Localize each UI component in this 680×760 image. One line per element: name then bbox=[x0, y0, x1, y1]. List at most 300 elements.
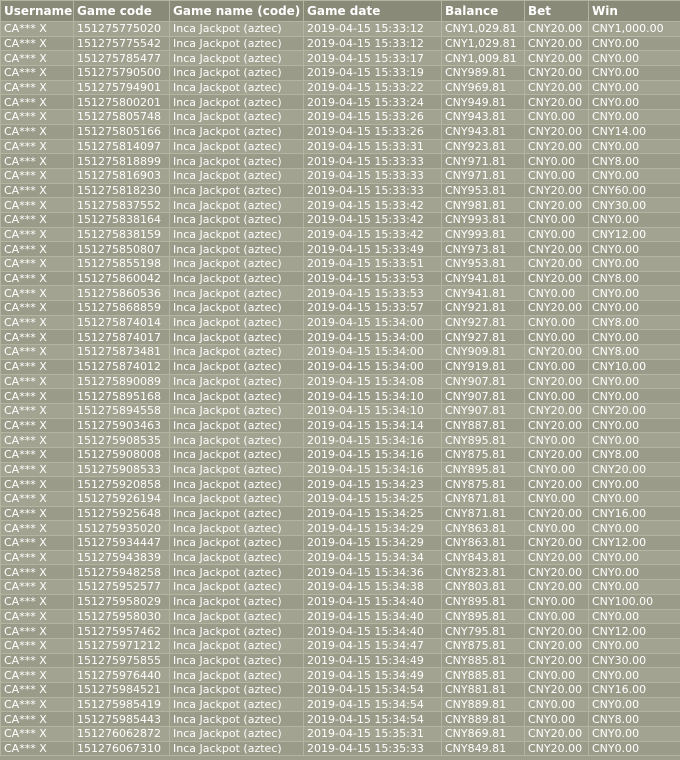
cell-bet: CNY20.00 bbox=[525, 183, 589, 198]
cell-win: CNY0.00 bbox=[589, 668, 680, 683]
cell-bet: CNY20.00 bbox=[525, 242, 589, 257]
cell-bet: CNY20.00 bbox=[525, 682, 589, 697]
cell-balance: CNY907.81 bbox=[442, 389, 525, 404]
cell-win: CNY0.00 bbox=[589, 565, 680, 580]
cell-bet: CNY0.00 bbox=[525, 668, 589, 683]
cell-win: CNY0.00 bbox=[589, 492, 680, 507]
cell-game-name: Inca Jackpot (aztec) bbox=[170, 80, 304, 95]
cell-game-code: 151275818899 bbox=[74, 154, 170, 169]
cell-game-code: 151275985419 bbox=[74, 697, 170, 712]
cell-balance: CNY943.81 bbox=[442, 124, 525, 139]
cell-username: CA*** X bbox=[1, 741, 74, 756]
cell-game-code: 151275976440 bbox=[74, 668, 170, 683]
table-row bbox=[1, 521, 680, 536]
cell-game-name: Inca Jackpot (aztec) bbox=[170, 345, 304, 360]
cell-game-date: 2019-04-15 15:34:00 bbox=[304, 315, 442, 330]
cell-balance: CNY849.81 bbox=[442, 741, 525, 756]
cell-game-name: Inca Jackpot (aztec) bbox=[170, 418, 304, 433]
table-row bbox=[1, 638, 680, 653]
cell-game-name: Inca Jackpot (aztec) bbox=[170, 565, 304, 580]
table-row bbox=[1, 198, 680, 213]
cell-bet: CNY0.00 bbox=[525, 521, 589, 536]
cell-username: CA*** X bbox=[1, 609, 74, 624]
table-row bbox=[1, 697, 680, 712]
cell-game-date: 2019-04-15 15:34:40 bbox=[304, 594, 442, 609]
cell-game-date: 2019-04-15 15:33:53 bbox=[304, 286, 442, 301]
cell-game-code: 151275860042 bbox=[74, 271, 170, 286]
cell-game-date: 2019-04-15 15:34:23 bbox=[304, 477, 442, 492]
cell-win: CNY0.00 bbox=[589, 374, 680, 389]
cell-game-name: Inca Jackpot (aztec) bbox=[170, 712, 304, 727]
cell-game-name: Inca Jackpot (aztec) bbox=[170, 477, 304, 492]
cell-game-code: 151275985443 bbox=[74, 712, 170, 727]
cell-win: CNY0.00 bbox=[589, 550, 680, 565]
table-row bbox=[1, 154, 680, 169]
table-row bbox=[1, 257, 680, 272]
header-username[interactable]: Username bbox=[1, 1, 74, 22]
cell-game-date: 2019-04-15 15:34:49 bbox=[304, 653, 442, 668]
cell-win: CNY0.00 bbox=[589, 477, 680, 492]
table-row bbox=[1, 418, 680, 433]
cell-game-date: 2019-04-15 15:34:16 bbox=[304, 462, 442, 477]
cell-username: CA*** X bbox=[1, 227, 74, 242]
cell-game-name: Inca Jackpot (aztec) bbox=[170, 359, 304, 374]
cell-game-code: 151275935020 bbox=[74, 521, 170, 536]
cell-win: CNY20.00 bbox=[589, 462, 680, 477]
cell-balance: CNY973.81 bbox=[442, 242, 525, 257]
cell-username: CA*** X bbox=[1, 668, 74, 683]
cell-win: CNY100.00 bbox=[589, 594, 680, 609]
cell-username: CA*** X bbox=[1, 697, 74, 712]
cell-win: CNY8.00 bbox=[589, 271, 680, 286]
cell-bet: CNY0.00 bbox=[525, 168, 589, 183]
cell-game-code: 151275860536 bbox=[74, 286, 170, 301]
cell-bet: CNY20.00 bbox=[525, 727, 589, 742]
cell-game-name: Inca Jackpot (aztec) bbox=[170, 315, 304, 330]
cell-username: CA*** X bbox=[1, 624, 74, 639]
cell-win: CNY12.00 bbox=[589, 227, 680, 242]
cell-username: CA*** X bbox=[1, 183, 74, 198]
cell-balance: CNY881.81 bbox=[442, 682, 525, 697]
cell-game-date: 2019-04-15 15:33:53 bbox=[304, 271, 442, 286]
cell-game-code: 151276067310 bbox=[74, 741, 170, 756]
cell-username: CA*** X bbox=[1, 212, 74, 227]
cell-win: CNY0.00 bbox=[589, 301, 680, 316]
cell-game-date: 2019-04-15 15:34:47 bbox=[304, 638, 442, 653]
cell-game-name: Inca Jackpot (aztec) bbox=[170, 286, 304, 301]
cell-bet: CNY0.00 bbox=[525, 330, 589, 345]
header-bet[interactable]: Bet bbox=[525, 1, 589, 22]
cell-bet: CNY20.00 bbox=[525, 565, 589, 580]
cell-username: CA*** X bbox=[1, 712, 74, 727]
table-row bbox=[1, 389, 680, 404]
cell-game-name: Inca Jackpot (aztec) bbox=[170, 403, 304, 418]
cell-balance: CNY823.81 bbox=[442, 565, 525, 580]
cell-game-name: Inca Jackpot (aztec) bbox=[170, 198, 304, 213]
table-row bbox=[1, 301, 680, 316]
table-row bbox=[1, 668, 680, 683]
cell-win: CNY0.00 bbox=[589, 66, 680, 81]
cell-username: CA*** X bbox=[1, 389, 74, 404]
cell-bet: CNY0.00 bbox=[525, 697, 589, 712]
cell-balance: CNY863.81 bbox=[442, 521, 525, 536]
cell-game-date: 2019-04-15 15:34:10 bbox=[304, 403, 442, 418]
cell-bet: CNY20.00 bbox=[525, 139, 589, 154]
cell-win: CNY10.00 bbox=[589, 359, 680, 374]
cell-bet: CNY0.00 bbox=[525, 286, 589, 301]
cell-game-code: 151275958029 bbox=[74, 594, 170, 609]
cell-game-name: Inca Jackpot (aztec) bbox=[170, 95, 304, 110]
table-row bbox=[1, 139, 680, 154]
cell-bet: CNY0.00 bbox=[525, 359, 589, 374]
table-row bbox=[1, 682, 680, 697]
cell-game-name: Inca Jackpot (aztec) bbox=[170, 550, 304, 565]
cell-balance: CNY869.81 bbox=[442, 727, 525, 742]
cell-game-date: 2019-04-15 15:34:00 bbox=[304, 330, 442, 345]
cell-win: CNY8.00 bbox=[589, 345, 680, 360]
cell-game-code: 151275926194 bbox=[74, 492, 170, 507]
cell-game-date: 2019-04-15 15:35:33 bbox=[304, 741, 442, 756]
cell-game-code: 151275800201 bbox=[74, 95, 170, 110]
cell-balance: CNY875.81 bbox=[442, 477, 525, 492]
cell-game-date: 2019-04-15 15:33:42 bbox=[304, 198, 442, 213]
cell-bet: CNY20.00 bbox=[525, 653, 589, 668]
cell-win: CNY1,000.00 bbox=[589, 22, 680, 37]
cell-game-code: 151275890089 bbox=[74, 374, 170, 389]
cell-game-code: 151275794901 bbox=[74, 80, 170, 95]
cell-game-code: 151275958030 bbox=[74, 609, 170, 624]
cell-username: CA*** X bbox=[1, 66, 74, 81]
cell-balance: CNY875.81 bbox=[442, 447, 525, 462]
cell-game-code: 151275816903 bbox=[74, 168, 170, 183]
cell-balance: CNY921.81 bbox=[442, 301, 525, 316]
cell-username: CA*** X bbox=[1, 154, 74, 169]
cell-balance: CNY843.81 bbox=[442, 550, 525, 565]
cell-bet: CNY20.00 bbox=[525, 536, 589, 551]
table-row bbox=[1, 315, 680, 330]
cell-username: CA*** X bbox=[1, 565, 74, 580]
cell-username: CA*** X bbox=[1, 550, 74, 565]
cell-bet: CNY0.00 bbox=[525, 712, 589, 727]
cell-username: CA*** X bbox=[1, 462, 74, 477]
cell-bet: CNY0.00 bbox=[525, 492, 589, 507]
cell-balance: CNY885.81 bbox=[442, 668, 525, 683]
cell-game-name: Inca Jackpot (aztec) bbox=[170, 624, 304, 639]
cell-game-code: 151275855198 bbox=[74, 257, 170, 272]
cell-bet: CNY20.00 bbox=[525, 580, 589, 595]
cell-bet: CNY20.00 bbox=[525, 403, 589, 418]
cell-username: CA*** X bbox=[1, 682, 74, 697]
cell-bet: CNY20.00 bbox=[525, 550, 589, 565]
cell-username: CA*** X bbox=[1, 110, 74, 125]
cell-win: CNY0.00 bbox=[589, 257, 680, 272]
cell-game-code: 151275805166 bbox=[74, 124, 170, 139]
cell-game-code: 151275873481 bbox=[74, 345, 170, 360]
table-header-row bbox=[1, 1, 680, 22]
cell-username: CA*** X bbox=[1, 286, 74, 301]
table-row bbox=[1, 66, 680, 81]
table-row bbox=[1, 212, 680, 227]
cell-win: CNY0.00 bbox=[589, 697, 680, 712]
table-row bbox=[1, 374, 680, 389]
cell-bet: CNY0.00 bbox=[525, 212, 589, 227]
cell-username: CA*** X bbox=[1, 271, 74, 286]
cell-username: CA*** X bbox=[1, 95, 74, 110]
cell-game-name: Inca Jackpot (aztec) bbox=[170, 301, 304, 316]
table-row bbox=[1, 727, 680, 742]
cell-balance: CNY889.81 bbox=[442, 697, 525, 712]
cell-username: CA*** X bbox=[1, 301, 74, 316]
cell-game-code: 151275838164 bbox=[74, 212, 170, 227]
cell-balance: CNY803.81 bbox=[442, 580, 525, 595]
cell-balance: CNY875.81 bbox=[442, 638, 525, 653]
table-row bbox=[1, 477, 680, 492]
cell-balance: CNY1,029.81 bbox=[442, 22, 525, 37]
cell-username: CA*** X bbox=[1, 22, 74, 37]
cell-game-name: Inca Jackpot (aztec) bbox=[170, 183, 304, 198]
cell-balance: CNY885.81 bbox=[442, 653, 525, 668]
cell-game-name: Inca Jackpot (aztec) bbox=[170, 594, 304, 609]
cell-game-name: Inca Jackpot (aztec) bbox=[170, 462, 304, 477]
header-game-code[interactable]: Game code bbox=[74, 1, 170, 22]
table-row bbox=[1, 462, 680, 477]
cell-game-date: 2019-04-15 15:33:49 bbox=[304, 242, 442, 257]
cell-balance: CNY871.81 bbox=[442, 506, 525, 521]
cell-username: CA*** X bbox=[1, 124, 74, 139]
header-balance[interactable]: Balance bbox=[442, 1, 525, 22]
cell-win: CNY8.00 bbox=[589, 154, 680, 169]
cell-win: CNY0.00 bbox=[589, 242, 680, 257]
cell-game-date: 2019-04-15 15:33:24 bbox=[304, 95, 442, 110]
cell-username: CA*** X bbox=[1, 506, 74, 521]
cell-game-code: 151275790500 bbox=[74, 66, 170, 81]
cell-username: CA*** X bbox=[1, 36, 74, 51]
cell-bet: CNY20.00 bbox=[525, 638, 589, 653]
cell-win: CNY0.00 bbox=[589, 638, 680, 653]
cell-game-date: 2019-04-15 15:34:29 bbox=[304, 521, 442, 536]
cell-win: CNY0.00 bbox=[589, 80, 680, 95]
cell-bet: CNY20.00 bbox=[525, 257, 589, 272]
header-win[interactable]: Win bbox=[589, 1, 680, 22]
cell-bet: CNY20.00 bbox=[525, 624, 589, 639]
cell-game-date: 2019-04-15 15:33:51 bbox=[304, 257, 442, 272]
cell-game-name: Inca Jackpot (aztec) bbox=[170, 22, 304, 37]
cell-game-code: 151275775020 bbox=[74, 22, 170, 37]
cell-win: CNY12.00 bbox=[589, 536, 680, 551]
cell-game-date: 2019-04-15 15:34:25 bbox=[304, 492, 442, 507]
cell-bet: CNY20.00 bbox=[525, 418, 589, 433]
cell-balance: CNY895.81 bbox=[442, 594, 525, 609]
cell-win: CNY0.00 bbox=[589, 433, 680, 448]
cell-game-name: Inca Jackpot (aztec) bbox=[170, 66, 304, 81]
cell-bet: CNY20.00 bbox=[525, 80, 589, 95]
cell-game-date: 2019-04-15 15:34:34 bbox=[304, 550, 442, 565]
cell-game-name: Inca Jackpot (aztec) bbox=[170, 257, 304, 272]
cell-bet: CNY0.00 bbox=[525, 110, 589, 125]
table-row bbox=[1, 359, 680, 374]
cell-game-name: Inca Jackpot (aztec) bbox=[170, 638, 304, 653]
cell-balance: CNY1,029.81 bbox=[442, 36, 525, 51]
cell-username: CA*** X bbox=[1, 198, 74, 213]
cell-game-date: 2019-04-15 15:33:26 bbox=[304, 124, 442, 139]
cell-game-date: 2019-04-15 15:33:42 bbox=[304, 212, 442, 227]
cell-game-code: 151275948258 bbox=[74, 565, 170, 580]
table-row bbox=[1, 609, 680, 624]
cell-bet: CNY20.00 bbox=[525, 477, 589, 492]
cell-game-code: 151275920858 bbox=[74, 477, 170, 492]
header-game-name[interactable]: Game name (code) bbox=[170, 1, 304, 22]
table-row bbox=[1, 580, 680, 595]
table-row bbox=[1, 22, 680, 37]
cell-game-name: Inca Jackpot (aztec) bbox=[170, 433, 304, 448]
cell-game-code: 151275805748 bbox=[74, 110, 170, 125]
table-row bbox=[1, 653, 680, 668]
cell-bet: CNY20.00 bbox=[525, 447, 589, 462]
cell-win: CNY8.00 bbox=[589, 712, 680, 727]
cell-game-code: 151275971212 bbox=[74, 638, 170, 653]
cell-username: CA*** X bbox=[1, 418, 74, 433]
cell-username: CA*** X bbox=[1, 492, 74, 507]
cell-bet: CNY20.00 bbox=[525, 51, 589, 66]
cell-game-code: 151275868859 bbox=[74, 301, 170, 316]
cell-balance: CNY919.81 bbox=[442, 359, 525, 374]
cell-balance: CNY993.81 bbox=[442, 227, 525, 242]
cell-game-code: 151275874017 bbox=[74, 330, 170, 345]
table-row bbox=[1, 550, 680, 565]
cell-balance: CNY863.81 bbox=[442, 536, 525, 551]
cell-game-date: 2019-04-15 15:34:25 bbox=[304, 506, 442, 521]
cell-win: CNY0.00 bbox=[589, 95, 680, 110]
table-row bbox=[1, 712, 680, 727]
cell-bet: CNY20.00 bbox=[525, 124, 589, 139]
cell-game-name: Inca Jackpot (aztec) bbox=[170, 242, 304, 257]
cell-game-name: Inca Jackpot (aztec) bbox=[170, 330, 304, 345]
cell-bet: CNY20.00 bbox=[525, 36, 589, 51]
cell-bet: CNY0.00 bbox=[525, 154, 589, 169]
cell-game-code: 151275850807 bbox=[74, 242, 170, 257]
cell-game-code: 151276062872 bbox=[74, 727, 170, 742]
cell-win: CNY0.00 bbox=[589, 580, 680, 595]
cell-game-code: 151275818230 bbox=[74, 183, 170, 198]
cell-win: CNY8.00 bbox=[589, 315, 680, 330]
cell-game-code: 151275775542 bbox=[74, 36, 170, 51]
cell-bet: CNY0.00 bbox=[525, 389, 589, 404]
cell-game-date: 2019-04-15 15:33:17 bbox=[304, 51, 442, 66]
cell-win: CNY14.00 bbox=[589, 124, 680, 139]
cell-balance: CNY989.81 bbox=[442, 66, 525, 81]
cell-win: CNY0.00 bbox=[589, 110, 680, 125]
cell-balance: CNY993.81 bbox=[442, 212, 525, 227]
cell-game-code: 151275838159 bbox=[74, 227, 170, 242]
cell-game-date: 2019-04-15 15:33:12 bbox=[304, 36, 442, 51]
cell-balance: CNY895.81 bbox=[442, 462, 525, 477]
cell-game-name: Inca Jackpot (aztec) bbox=[170, 668, 304, 683]
cell-game-name: Inca Jackpot (aztec) bbox=[170, 154, 304, 169]
cell-balance: CNY907.81 bbox=[442, 403, 525, 418]
table-row bbox=[1, 95, 680, 110]
cell-game-date: 2019-04-15 15:34:14 bbox=[304, 418, 442, 433]
cell-username: CA*** X bbox=[1, 536, 74, 551]
cell-bet: CNY0.00 bbox=[525, 462, 589, 477]
cell-game-name: Inca Jackpot (aztec) bbox=[170, 374, 304, 389]
cell-balance: CNY981.81 bbox=[442, 198, 525, 213]
cell-game-code: 151275975855 bbox=[74, 653, 170, 668]
table-row bbox=[1, 110, 680, 125]
cell-username: CA*** X bbox=[1, 80, 74, 95]
cell-balance: CNY971.81 bbox=[442, 154, 525, 169]
cell-game-name: Inca Jackpot (aztec) bbox=[170, 536, 304, 551]
cell-game-code: 151275894558 bbox=[74, 403, 170, 418]
cell-game-name: Inca Jackpot (aztec) bbox=[170, 580, 304, 595]
cell-win: CNY0.00 bbox=[589, 727, 680, 742]
cell-game-date: 2019-04-15 15:33:33 bbox=[304, 183, 442, 198]
cell-balance: CNY795.81 bbox=[442, 624, 525, 639]
cell-username: CA*** X bbox=[1, 242, 74, 257]
cell-win: CNY20.00 bbox=[589, 403, 680, 418]
cell-game-date: 2019-04-15 15:33:26 bbox=[304, 110, 442, 125]
cell-game-code: 151275903463 bbox=[74, 418, 170, 433]
cell-game-code: 151275952577 bbox=[74, 580, 170, 595]
cell-balance: CNY871.81 bbox=[442, 492, 525, 507]
cell-bet: CNY20.00 bbox=[525, 198, 589, 213]
cell-game-code: 151275984521 bbox=[74, 682, 170, 697]
cell-win: CNY0.00 bbox=[589, 139, 680, 154]
cell-game-date: 2019-04-15 15:34:00 bbox=[304, 345, 442, 360]
cell-balance: CNY907.81 bbox=[442, 374, 525, 389]
cell-username: CA*** X bbox=[1, 374, 74, 389]
cell-balance: CNY1,009.81 bbox=[442, 51, 525, 66]
table-row bbox=[1, 433, 680, 448]
cell-username: CA*** X bbox=[1, 594, 74, 609]
cell-game-name: Inca Jackpot (aztec) bbox=[170, 51, 304, 66]
cell-game-code: 151275895168 bbox=[74, 389, 170, 404]
cell-balance: CNY971.81 bbox=[442, 168, 525, 183]
cell-game-code: 151275874014 bbox=[74, 315, 170, 330]
cell-game-name: Inca Jackpot (aztec) bbox=[170, 110, 304, 125]
cell-game-date: 2019-04-15 15:34:10 bbox=[304, 389, 442, 404]
cell-username: CA*** X bbox=[1, 257, 74, 272]
cell-game-name: Inca Jackpot (aztec) bbox=[170, 227, 304, 242]
cell-win: CNY0.00 bbox=[589, 521, 680, 536]
cell-bet: CNY0.00 bbox=[525, 609, 589, 624]
cell-username: CA*** X bbox=[1, 345, 74, 360]
table-row bbox=[1, 36, 680, 51]
cell-username: CA*** X bbox=[1, 315, 74, 330]
cell-game-date: 2019-04-15 15:34:54 bbox=[304, 712, 442, 727]
cell-username: CA*** X bbox=[1, 330, 74, 345]
cell-game-date: 2019-04-15 15:34:36 bbox=[304, 565, 442, 580]
cell-win: CNY0.00 bbox=[589, 609, 680, 624]
cell-username: CA*** X bbox=[1, 727, 74, 742]
cell-game-name: Inca Jackpot (aztec) bbox=[170, 124, 304, 139]
cell-game-date: 2019-04-15 15:33:12 bbox=[304, 22, 442, 37]
header-game-date[interactable]: Game date bbox=[304, 1, 442, 22]
table-row bbox=[1, 492, 680, 507]
cell-bet: CNY20.00 bbox=[525, 374, 589, 389]
cell-game-name: Inca Jackpot (aztec) bbox=[170, 389, 304, 404]
cell-win: CNY30.00 bbox=[589, 653, 680, 668]
cell-game-code: 151275957462 bbox=[74, 624, 170, 639]
cell-win: CNY30.00 bbox=[589, 198, 680, 213]
cell-win: CNY60.00 bbox=[589, 183, 680, 198]
cell-game-date: 2019-04-15 15:34:38 bbox=[304, 580, 442, 595]
cell-game-code: 151275943839 bbox=[74, 550, 170, 565]
cell-game-name: Inca Jackpot (aztec) bbox=[170, 697, 304, 712]
cell-game-date: 2019-04-15 15:34:54 bbox=[304, 697, 442, 712]
cell-game-code: 151275785477 bbox=[74, 51, 170, 66]
table-row bbox=[1, 447, 680, 462]
table-row bbox=[1, 124, 680, 139]
